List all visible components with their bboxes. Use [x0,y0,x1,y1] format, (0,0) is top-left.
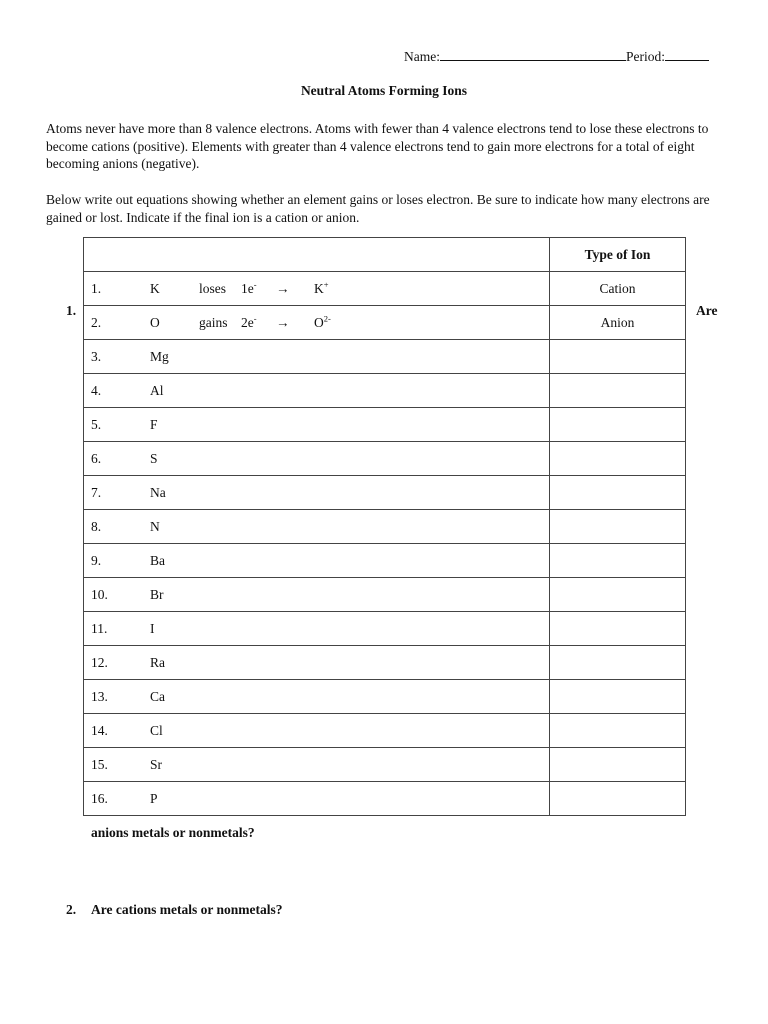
period-blank[interactable] [665,48,709,61]
element-symbol: N [150,519,160,534]
arrow-icon: → [276,315,290,330]
equation-cell[interactable] [84,612,550,646]
row-number: 16. [91,791,108,806]
equation-cell[interactable] [84,272,550,306]
equation-cell[interactable] [84,782,550,816]
element-symbol: Cl [150,723,163,738]
table-row [84,476,686,510]
table-row [84,646,686,680]
table-header-row [84,238,686,272]
ion-type-cell[interactable] [550,476,686,510]
row-number: 1. [91,281,102,296]
element-symbol: Ca [150,689,165,704]
row-number: 15. [91,757,108,772]
ion-type-cell[interactable] [550,340,686,374]
question-1-are: Are [696,303,718,318]
ion-type-cell[interactable] [550,374,686,408]
ion-type-cell[interactable] [550,442,686,476]
row-number: 6. [91,451,102,466]
table-row [84,748,686,782]
table-row [84,442,686,476]
ion-type-cell[interactable] [550,612,686,646]
element-symbol: Na [150,485,166,500]
element-symbol: Ba [150,553,165,568]
table-row [84,374,686,408]
row-number: 9. [91,553,102,568]
row-number: 3. [91,349,102,364]
equation-cell[interactable] [84,476,550,510]
row-number: 10. [91,587,108,602]
table-row [84,714,686,748]
element-symbol: Ra [150,655,165,670]
ion-type-cell[interactable]: Anion [550,306,686,340]
equation-cell[interactable] [84,510,550,544]
element-symbol: F [150,417,158,432]
electron-count: 2e- [241,313,257,330]
element-symbol: P [150,791,158,806]
equation-cell[interactable] [84,544,550,578]
worksheet-title: Neutral Atoms Forming Ions [300,83,468,98]
equation-cell[interactable] [84,442,550,476]
table-row [84,408,686,442]
electron-count: 1e- [241,279,257,296]
equation-cell[interactable] [84,748,550,782]
intro-paragraph: Atoms never have more than 8 valence electrons. Atoms with fewer than 4 valence electrons tend to lose these electrons to become cations (positive). Elements with greater than 4 valence electrons tend to gain more electrons for a total of eight becoming anions (negative). [46,121,709,171]
question-1-number: 1. [66,303,77,318]
element-symbol: S [150,451,158,466]
table-row [84,510,686,544]
ion-symbol: K+ [314,279,329,296]
element-symbol: Mg [150,349,169,364]
row-number: 7. [91,485,102,500]
element-symbol: Sr [150,757,163,772]
element-symbol: Br [150,587,164,602]
table-row [84,680,686,714]
table-row [84,612,686,646]
question-2-number: 2. [66,902,77,917]
row-number: 5. [91,417,102,432]
ion-type-cell[interactable] [550,782,686,816]
ion-type-cell[interactable] [550,408,686,442]
element-symbol: Al [150,383,164,398]
equation-cell[interactable] [84,646,550,680]
verb-text: gains [199,315,228,330]
table-row [84,578,686,612]
equation-cell[interactable] [84,680,550,714]
element-symbol: K [150,281,160,296]
name-period-header [404,48,709,65]
ion-type-cell[interactable] [550,646,686,680]
equation-cell[interactable] [84,340,550,374]
equation-cell[interactable] [84,408,550,442]
equation-header-cell [84,238,550,272]
ion-type-cell[interactable] [550,680,686,714]
question-1-text: anions metals or nonmetals? [91,825,255,840]
row-number: 8. [91,519,102,534]
instructions-paragraph: Below write out equations showing whether an element gains or loses electron. Be sure to indicate how many electrons are gained or lost. Indicate if the final ion is a cation or anion. [46,192,710,225]
equation-cell[interactable] [84,578,550,612]
ion-table [83,237,686,816]
equation-cell[interactable] [84,714,550,748]
table-row [84,544,686,578]
row-number: 4. [91,383,102,398]
type-of-ion-header: Type of Ion [550,238,686,272]
row-number: 2. [91,315,102,330]
ion-type-cell[interactable] [550,510,686,544]
ion-symbol: $O^{2-}$ [314,313,331,330]
name-blank[interactable] [440,48,626,61]
table-row [84,272,686,306]
ion-type-cell[interactable] [550,748,686,782]
question-2-text: Are cations metals or nonmetals? [91,902,283,917]
ion-type-cell[interactable] [550,578,686,612]
period-label: Period: [626,49,665,64]
equation-cell[interactable] [84,306,550,340]
table-row [84,782,686,816]
equation-cell[interactable] [84,374,550,408]
ion-type-cell[interactable] [550,544,686,578]
ion-type-cell[interactable] [550,714,686,748]
row-number: 14. [91,723,108,738]
verb-text: loses [199,281,226,296]
arrow-icon: → [276,281,290,296]
row-number: 12. [91,655,108,670]
table-row [84,306,686,340]
element-symbol: I [150,621,155,636]
ion-type-cell[interactable]: Cation [550,272,686,306]
row-number: 11. [91,621,108,636]
row-number: 13. [91,689,108,704]
table-row [84,340,686,374]
name-label: Name: [404,49,440,64]
element-symbol: O [150,315,160,330]
